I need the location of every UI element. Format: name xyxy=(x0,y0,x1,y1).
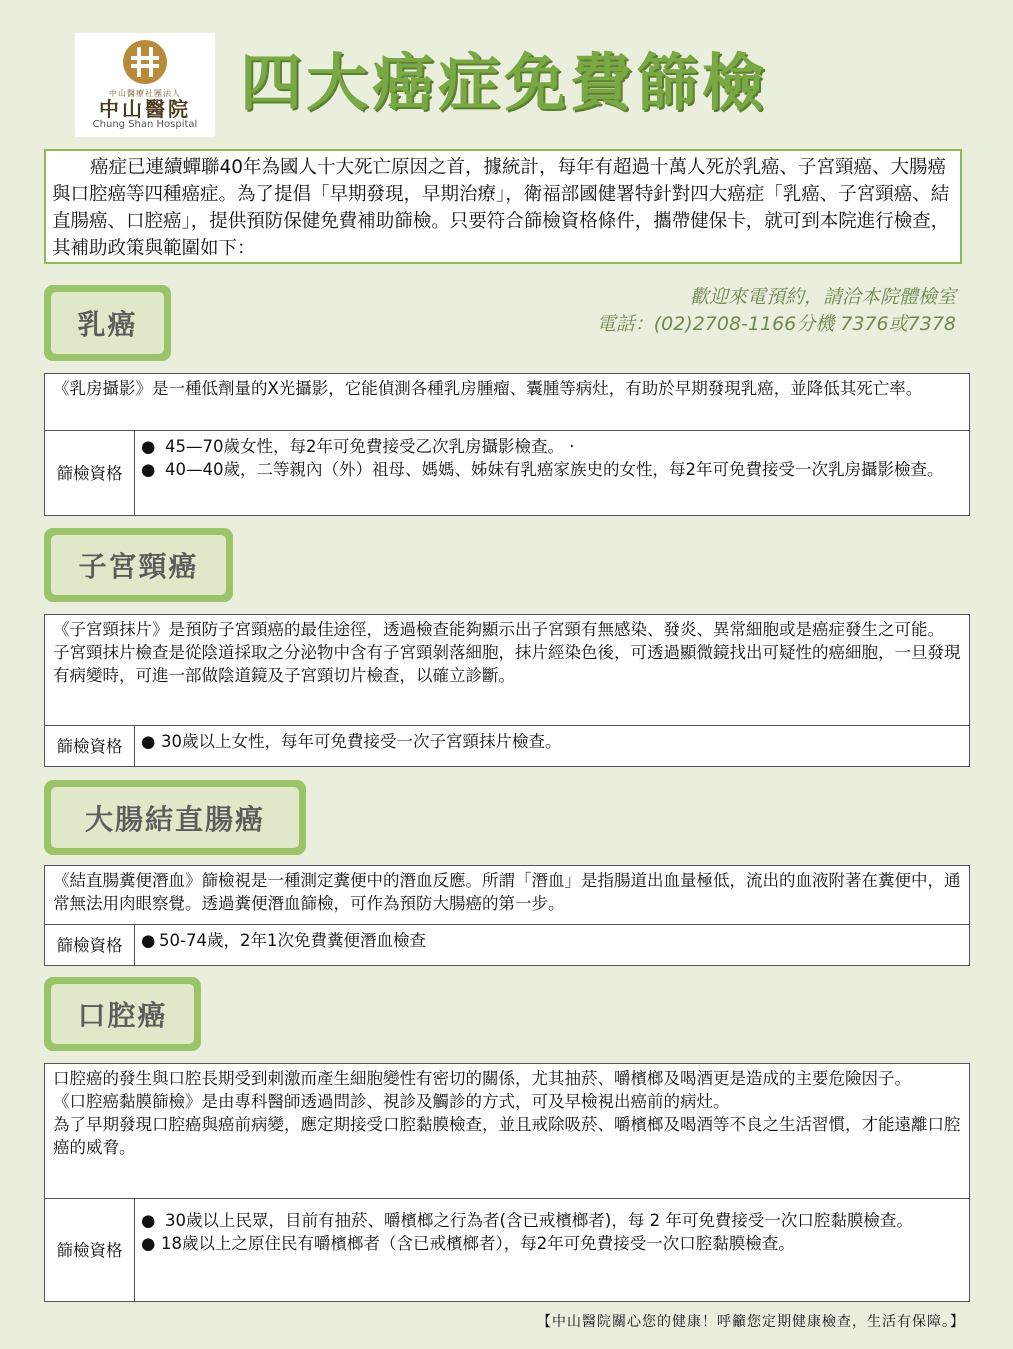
table-row xyxy=(45,431,970,516)
section-heading-label: 子宮頸癌 xyxy=(51,535,226,595)
bullet-icon: ● xyxy=(141,931,156,950)
table-row xyxy=(45,1199,970,1302)
eligibility-text: 30歲以上民眾，目前有抽菸、嚼檳榔之行為者(含已戒檳榔者)，每 2 年可免費接受一次口腔黏膜檢查。 xyxy=(165,1211,913,1230)
eligibility-text: 50-74歲，2年1次免費糞便潛血檢查 xyxy=(159,931,426,950)
contact-line-1: 歡迎來電預約，請洽本院體檢室 xyxy=(689,286,956,308)
section-heading-label: 大腸結直腸癌 xyxy=(51,787,299,848)
table-row xyxy=(45,726,970,767)
hospital-logo xyxy=(75,33,215,137)
section-description xyxy=(45,866,970,925)
bullet-icon: ● xyxy=(141,732,156,751)
eligibility-label: 篩檢資格 xyxy=(45,726,135,767)
logo-name: 中山醫院 xyxy=(99,97,191,121)
bullet-icon: ● xyxy=(141,460,156,479)
footer-note: 【中山醫院關心您的健康！呼籲您定期健康檢查，生活有保障。】 xyxy=(537,1314,965,1330)
eligibility-text: 40—40歲，二等親內（外）祖母、媽媽、姊妹有乳癌家族史的女性，每2年可免費接受一次乳房攝影檢查。 xyxy=(165,460,944,479)
section-table-cervical-cancer xyxy=(44,614,970,767)
page-title: 四大癌症免費篩檢 xyxy=(240,46,769,119)
section-description xyxy=(45,374,970,431)
description-line: 口腔癌的發生與口腔長期受到刺激而產生細胞變性有密切的關係，尤其抽菸、嚼檳榔及喝酒更是造成的主要危險因子。 xyxy=(53,1069,911,1088)
logo-english-name: Chung Shan Hospital xyxy=(92,119,198,130)
eligibility-label: 篩檢資格 xyxy=(45,431,135,516)
table-row xyxy=(45,925,970,966)
list-item xyxy=(141,929,963,952)
eligibility-list xyxy=(135,431,970,516)
section-description xyxy=(45,615,970,726)
eligibility-list xyxy=(135,925,970,966)
bullet-icon: ● xyxy=(141,437,156,456)
eligibility-list xyxy=(135,726,970,767)
list-item xyxy=(141,458,963,481)
intro-paragraph: 癌症已連續蟬聯40年為國人十大死亡原因之首，據統計，每年有超過十萬人死於乳癌、子宮頸癌、大腸癌與口腔癌等四種癌症。為了提倡「早期發現，早期治療」，衛福部國健署特針對四大癌症「乳癌、子宮頸癌、結直腸癌、口腔癌」，提供預防保健免費補助篩檢。只要符合篩檢資格條件，攜帶健保卡，就可到本院進行檢查，其補助政策與範圍如下： xyxy=(44,149,962,264)
hospital-emblem-icon xyxy=(122,39,168,85)
contact-info xyxy=(597,284,956,338)
contact-phone: 電話：(02)2708-1166分機 7376或7378 xyxy=(596,313,956,335)
description-line: 《口腔癌黏膜篩檢》是由專科醫師透過問診、視診及觸診的方式，可及早檢視出癌前的病灶。 xyxy=(53,1092,730,1111)
list-item xyxy=(141,730,963,753)
section-heading-oral-cancer xyxy=(44,977,201,1051)
bullet-icon: ● xyxy=(141,1211,156,1230)
list-item xyxy=(141,1209,963,1232)
section-table-colorectal-cancer xyxy=(44,865,970,966)
list-item xyxy=(141,435,963,458)
description-line: 為了早期發現口腔癌與癌前病變，應定期接受口腔黏膜檢查，並且戒除吸菸、嚼檳榔及喝酒等不良之生活習慣，才能遠離口腔癌的威脅。 xyxy=(53,1115,961,1157)
description-line: 《乳房攝影》是一種低劑量的X光攝影，它能偵測各種乳房腫瘤、囊腫等病灶，有助於早期發現乳癌，並降低其死亡率。 xyxy=(53,379,923,398)
list-item xyxy=(141,1232,963,1255)
table-row xyxy=(45,1064,970,1199)
section-table-oral-cancer xyxy=(44,1063,970,1302)
eligibility-text: 45—70歲女性，每2年可免費接受乙次乳房攝影檢查。 · xyxy=(165,437,575,456)
table-row xyxy=(45,615,970,726)
section-heading-label: 口腔癌 xyxy=(51,984,194,1044)
eligibility-label: 篩檢資格 xyxy=(45,1199,135,1302)
eligibility-label: 篩檢資格 xyxy=(45,925,135,966)
section-heading-cervical-cancer xyxy=(44,528,233,602)
table-row xyxy=(45,374,970,431)
eligibility-list xyxy=(135,1199,970,1302)
eligibility-text: 18歲以上之原住民有嚼檳榔者（含已戒檳榔者），每2年可免費接受一次口腔黏膜檢查。 xyxy=(161,1234,795,1253)
description-line: 子宮頸抹片檢查是從陰道採取之分泌物中含有子宮頸剝落細胞，抹片經染色後，可透過顯微鏡找出可疑性的癌細胞，一旦發現有病變時，可進一部做陰道鏡及子宮頸切片檢查，以確立診斷。 xyxy=(53,643,961,685)
table-row xyxy=(45,866,970,925)
section-heading-label: 乳癌 xyxy=(51,292,164,354)
description-line: 《子宮頸抹片》是預防子宮頸癌的最佳途徑，透過檢查能夠顯示出子宮頸有無感染、發炎、異常細胞或是癌症發生之可能。 xyxy=(53,620,944,639)
section-heading-colorectal-cancer xyxy=(44,780,306,855)
section-description xyxy=(45,1064,970,1199)
description-line: 《結直腸糞便潛血》篩檢視是一種測定糞便中的潛血反應。所謂「潛血」是指腸道出血量極低，流出的血液附著在糞便中，通常無法用肉眼察覺。透過糞便潛血篩檢，可作為預防大腸癌的第一步。 xyxy=(53,871,961,913)
section-table-breast-cancer xyxy=(44,373,970,516)
bullet-icon: ● xyxy=(141,1234,156,1253)
logo-subtitle: 中山醫療社團法人 xyxy=(109,89,181,98)
section-heading-breast-cancer xyxy=(44,285,171,361)
eligibility-text: 30歲以上女性，每年可免費接受一次子宮頸抹片檢查。 xyxy=(161,732,562,751)
